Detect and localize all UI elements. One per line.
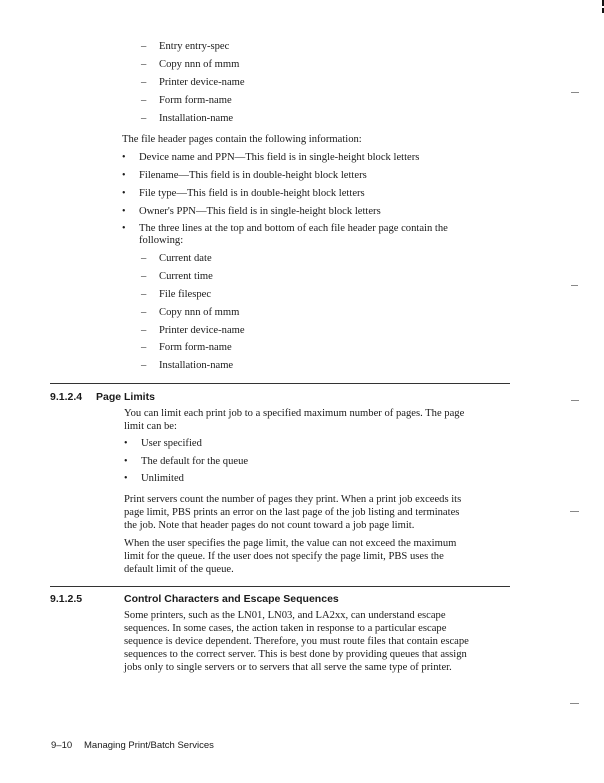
section-heading-control-characters [50, 593, 339, 605]
paragraph-line: page limit, PBS prints an error on the last page of the job listing and terminates [124, 507, 460, 518]
scan-margin-mark [571, 400, 579, 401]
page-number: 9–10 [51, 740, 73, 751]
list-item [141, 324, 245, 337]
dash-icon: – [141, 307, 147, 318]
dash-icon: – [141, 360, 147, 371]
list-item-text: Printer device-name [159, 325, 245, 336]
list-item [141, 76, 245, 89]
dash-icon: – [141, 289, 147, 300]
section-heading-page-limits [50, 391, 155, 403]
dash-icon: – [141, 271, 147, 282]
list-item-text: Printer device-name [159, 77, 245, 88]
list-item [141, 288, 211, 301]
dash-icon: – [141, 77, 147, 88]
paragraph-line: jobs only to single servers or to servers that all serve the same type of printer. [124, 662, 452, 673]
list-item-text: File filespec [159, 289, 212, 300]
section-divider [50, 383, 510, 384]
scan-margin-mark [571, 92, 579, 93]
bullet-item [122, 187, 365, 200]
bullet-text: User specified [141, 438, 202, 449]
bullet-icon: • [124, 456, 128, 467]
bullet-icon: • [122, 170, 126, 181]
section-title: Page Limits [96, 391, 155, 403]
header-intro-text: The file header pages contain the following information: [122, 134, 362, 145]
scan-margin-mark [570, 703, 579, 704]
list-item-text: Current time [159, 271, 213, 282]
scan-margin-mark [570, 511, 579, 512]
dash-icon: – [141, 325, 147, 336]
bullet-text: The three lines at the top and bottom of each file header page contain the [139, 223, 448, 234]
paragraph-line: limit can be: [124, 421, 177, 432]
list-item [141, 270, 213, 283]
paragraph-line: default limit of the queue. [124, 564, 234, 575]
footer-title: Managing Print/Batch Services [84, 740, 214, 751]
bullet-item [122, 205, 381, 218]
list-item-text: Form form-name [159, 95, 232, 106]
paragraph-line: When the user specifies the page limit, the value can not exceed the maximum [124, 538, 457, 549]
bullet-text: Filename—This field is in double-height block letters [139, 170, 367, 181]
scan-margin-mark [571, 285, 578, 286]
list-item-text: Form form-name [159, 342, 232, 353]
paragraph-line: Print servers count the number of pages they print. When a print job exceeds its [124, 494, 462, 505]
dash-icon: – [141, 253, 147, 264]
paragraph-line: limit for the queue. If the user does not specify the page limit, PBS uses the [124, 551, 444, 562]
bullet-icon: • [122, 206, 126, 217]
bullet-icon: • [122, 223, 126, 234]
paragraph-line: Some printers, such as the LN01, LN03, and LA2xx, can understand escape [124, 610, 446, 621]
paragraph-line: sequence is device dependent. Therefore, you must route files that contain escape [124, 636, 469, 647]
section-number: 9.1.2.5 [50, 593, 83, 605]
paragraph-line: sequences to the correct server. This is best done by providing queues that assign [124, 649, 467, 660]
list-item [141, 359, 233, 372]
section-number: 9.1.2.4 [50, 391, 83, 403]
list-item [141, 58, 239, 71]
bullet-item [124, 455, 248, 468]
bullet-icon: • [124, 438, 128, 449]
section-divider [50, 586, 510, 587]
bullet-item [122, 169, 367, 182]
list-item-text: Installation-name [159, 360, 234, 371]
paragraph-line: You can limit each print job to a specified maximum number of pages. The page [124, 408, 465, 419]
list-item-text: Current date [159, 253, 212, 264]
paragraph-line: the job. Note that header pages do not count toward a job page limit. [124, 520, 415, 531]
bullet-item [124, 437, 202, 450]
bullet-text: Unlimited [141, 473, 184, 484]
list-item-text: Copy nnn of mmm [159, 59, 240, 70]
list-item-text: Entry entry-spec [159, 41, 230, 52]
dash-icon: – [141, 59, 147, 70]
bullet-item [122, 151, 419, 164]
page-footer [51, 740, 214, 751]
dash-icon: – [141, 113, 147, 124]
list-item-text: Copy nnn of mmm [159, 307, 240, 318]
bullet-text: The default for the queue [141, 456, 249, 467]
bullet-text: Device name and PPN—This field is in single-height block letters [139, 152, 420, 163]
list-item [141, 40, 229, 53]
dash-icon: – [141, 95, 147, 106]
list-item [141, 306, 239, 319]
bullet-icon: • [122, 152, 126, 163]
list-item [141, 112, 233, 125]
bullet-text-continuation: following: [139, 235, 184, 246]
section-title: Control Characters and Escape Sequences [124, 593, 339, 605]
list-item [141, 252, 212, 265]
dash-icon: – [141, 342, 147, 353]
bullet-item [124, 472, 184, 485]
list-item [141, 341, 232, 354]
dash-icon: – [141, 41, 147, 52]
bullet-icon: • [122, 188, 126, 199]
list-item [141, 94, 232, 107]
bullet-text: File type—This field is in double-height block letters [139, 188, 365, 199]
bullet-text: Owner's PPN—This field is in single-height block letters [139, 206, 381, 217]
paragraph-line: sequences. In some cases, the action taken in response to a particular escape [124, 623, 447, 634]
list-item-text: Installation-name [159, 113, 234, 124]
bullet-icon: • [124, 473, 128, 484]
